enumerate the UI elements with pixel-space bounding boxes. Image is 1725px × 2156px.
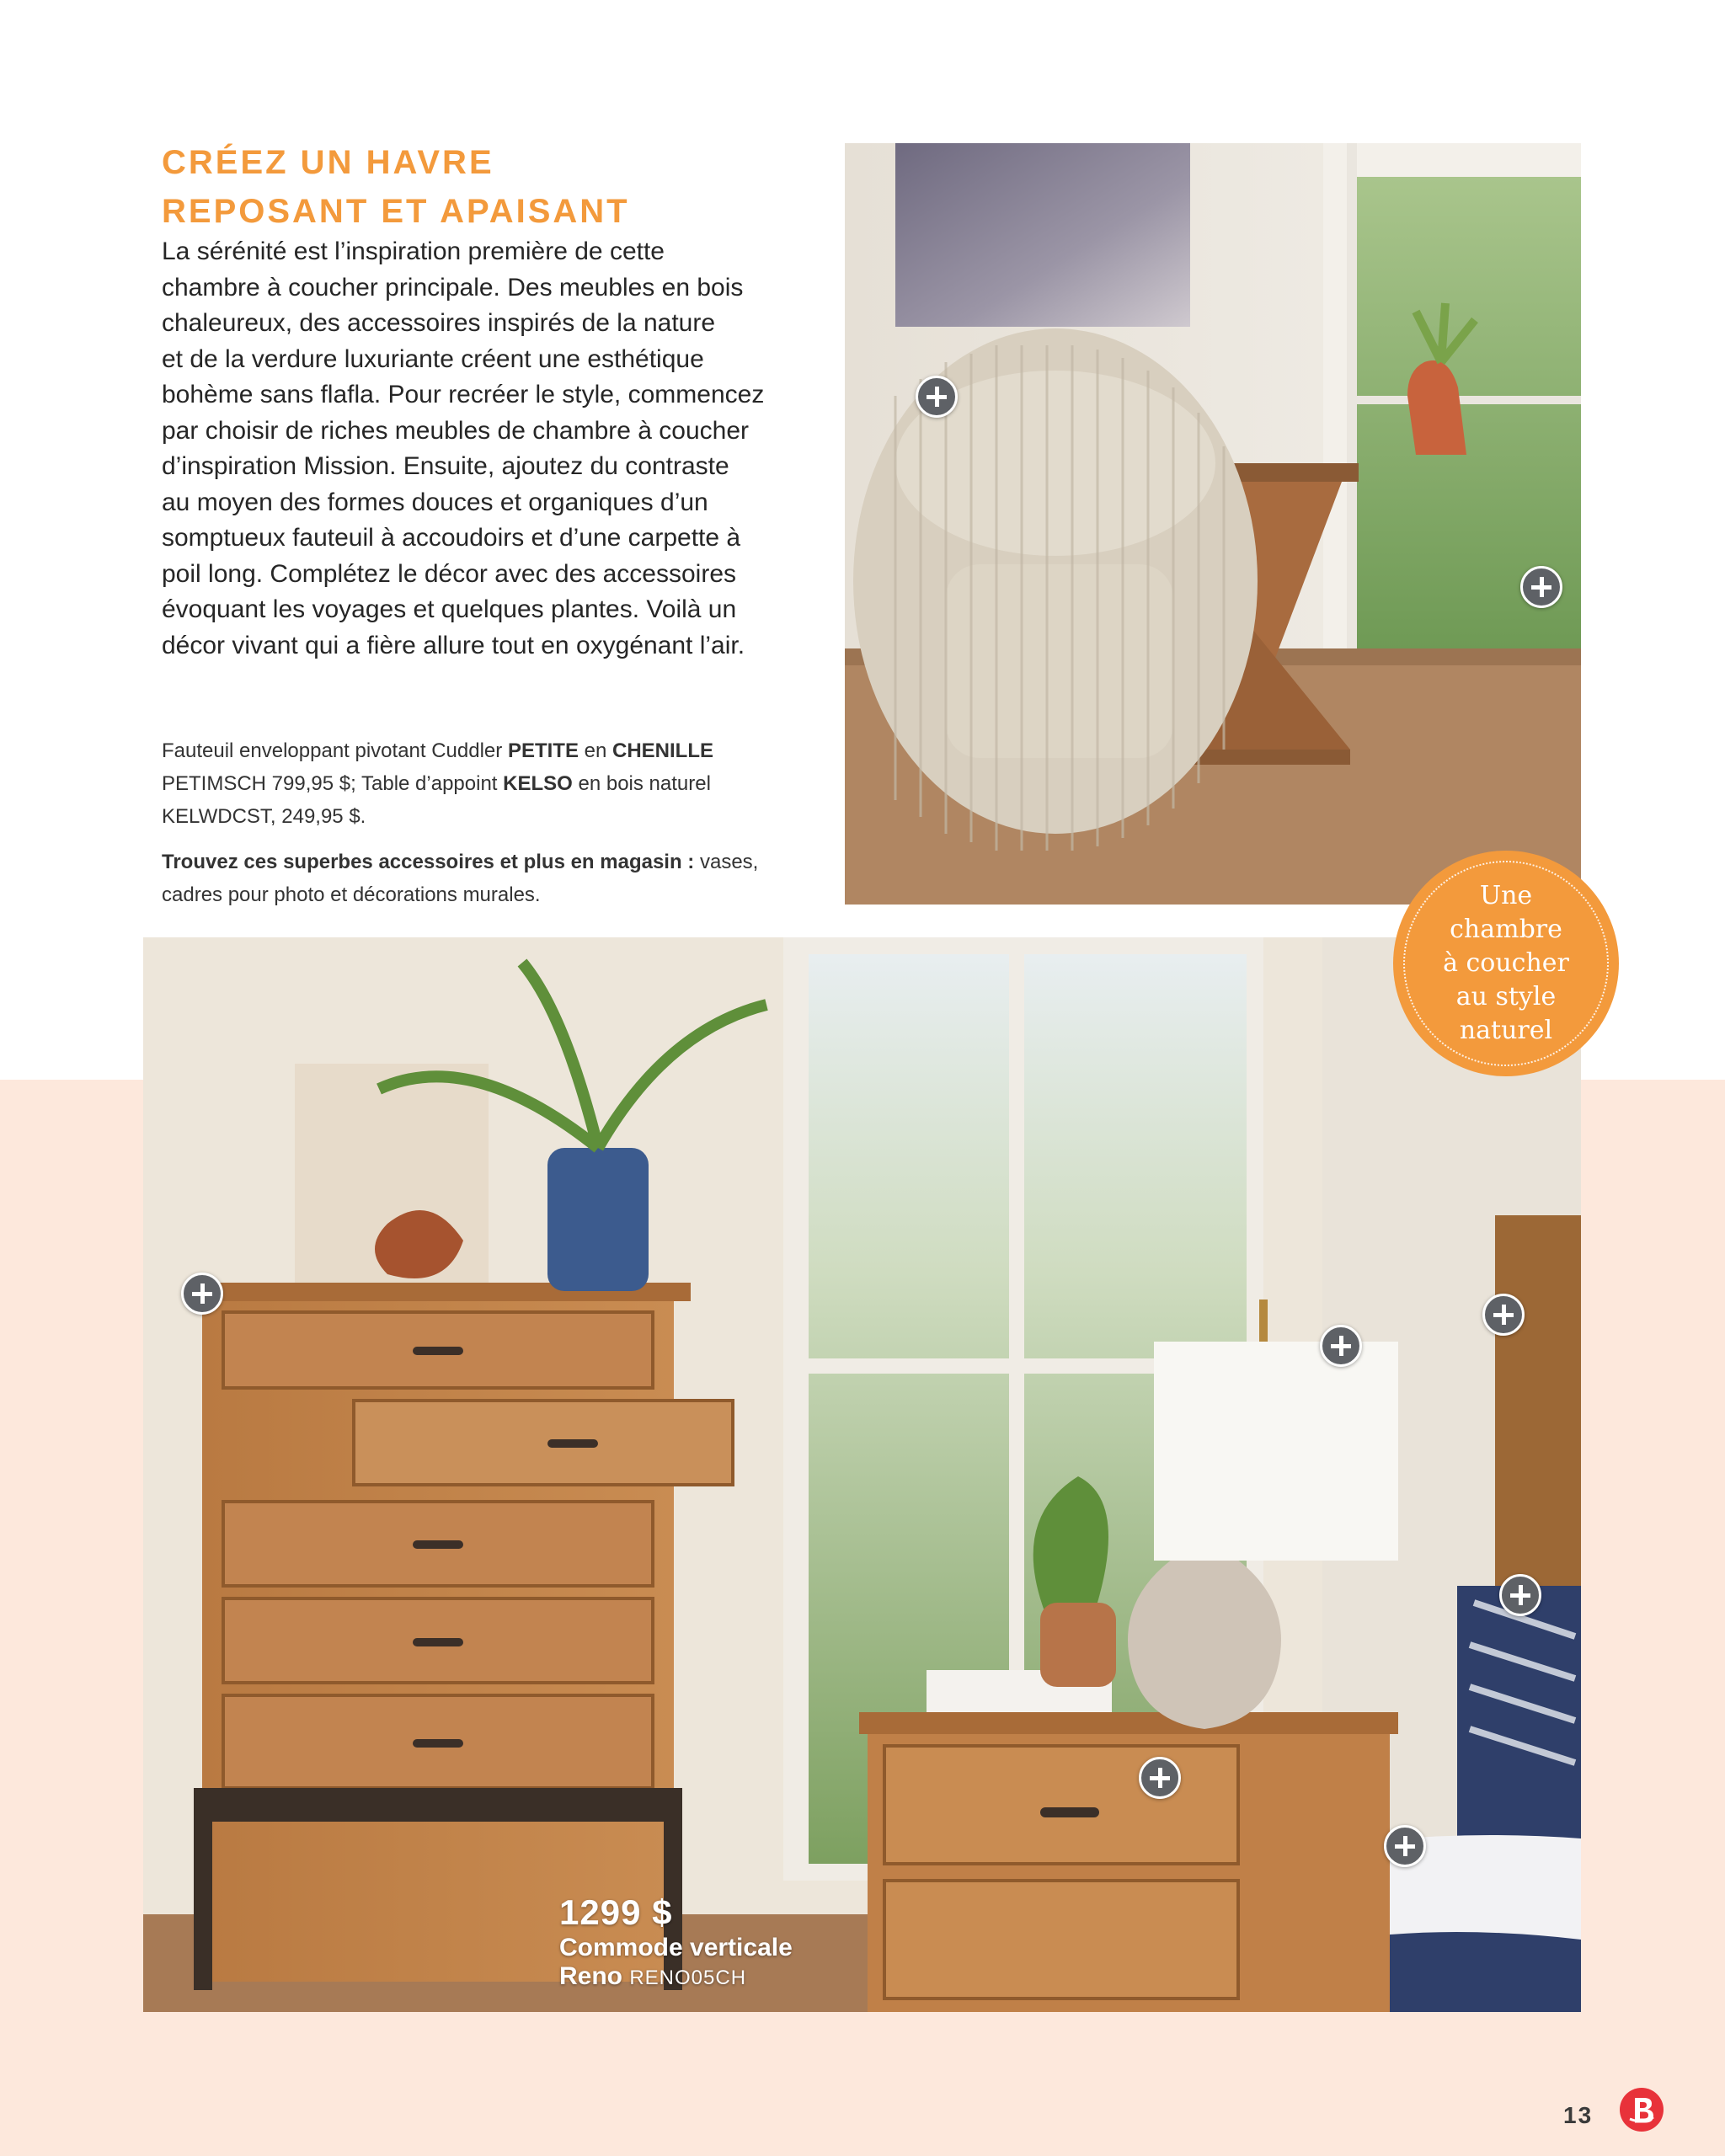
body-line: d’inspiration Mission. Ensuite, ajoutez du contraste xyxy=(162,452,729,480)
hotspot-side-table-button[interactable] xyxy=(1520,566,1562,608)
accessories-line-1 xyxy=(162,846,802,878)
accessories-lead: Trouvez ces superbes accessoires et plus en magasin : xyxy=(162,851,695,873)
dresser-name-line-2 xyxy=(559,1962,793,1993)
accessories-line-2: cadres pour photo et décorations murales. xyxy=(162,883,541,906)
brand-logo-icon xyxy=(1619,2087,1664,2132)
hotspot-wall-art-button[interactable] xyxy=(181,1273,223,1315)
body-line: décor vivant qui a fière allure tout en oxygénant l’air. xyxy=(162,631,745,659)
bedroom-photo xyxy=(143,937,1581,2012)
dresser-price-block xyxy=(559,1892,793,1993)
intro-paragraph xyxy=(162,234,802,664)
body-line: par choisir de riches meubles de chambre à coucher xyxy=(162,416,750,445)
caption-text: en xyxy=(578,739,612,762)
headline-line-1: CRÉEZ UN HAVRE xyxy=(162,144,494,181)
body-line: au moyen des formes douces et organiques d’un xyxy=(162,488,708,516)
accessories-note xyxy=(162,846,802,911)
hotspot-chair-button[interactable] xyxy=(916,376,958,418)
caption-line-1 xyxy=(162,734,802,767)
caption-text: PETIMSCH 799,95 $; Table d’appoint xyxy=(162,772,504,795)
hotspot-headboard-button[interactable] xyxy=(1482,1294,1525,1336)
caption-text: Fauteuil enveloppant pivotant Cuddler xyxy=(162,739,508,762)
hotspot-bedding-button[interactable] xyxy=(1384,1825,1426,1867)
body-line: et de la verdure luxuriante créent une esthétique xyxy=(162,344,704,373)
dresser-code: RENO05CH xyxy=(629,1967,747,1989)
body-line: bohème sans flafla. Pour recréer le style, commencez xyxy=(162,381,765,408)
caption-line-3: KELWDCST, 249,95 $. xyxy=(162,805,366,828)
hotspot-pillow-button[interactable] xyxy=(1499,1574,1541,1616)
body-line: chaleureux, des accessoires inspirés de la nature xyxy=(162,309,716,337)
body-line: La sérénité est l’inspiration première de cette xyxy=(162,237,665,265)
badge-line: à coucher xyxy=(1443,948,1569,978)
badge-line: naturel xyxy=(1459,1016,1553,1045)
caption-text: en bois naturel xyxy=(572,772,711,795)
body-line: poil long. Complétez le décor avec des accessoires xyxy=(162,559,737,588)
body-line: somptueux fauteuil à accoudoirs et d’une carpette à xyxy=(162,524,741,552)
badge-line: chambre xyxy=(1450,915,1562,944)
dresser-name-line-1: Commode verticale xyxy=(559,1934,793,1961)
body-line: chambre à coucher principale. Des meubles en bois xyxy=(162,273,744,302)
product-caption xyxy=(162,734,802,833)
chair-photo xyxy=(845,143,1581,905)
style-badge xyxy=(1393,851,1619,1076)
bedroom-scene-illustration xyxy=(143,937,1581,2012)
badge-text xyxy=(1443,879,1569,1048)
page-number: 13 xyxy=(1563,2102,1594,2128)
page-headline xyxy=(162,138,684,236)
caption-table-name: KELSO xyxy=(503,772,573,795)
dresser-name: Reno xyxy=(559,1962,622,1990)
body-line: évoquant les voyages et quelques plantes. Voilà un xyxy=(162,595,737,623)
caption-fabric-name: CHENILLE xyxy=(612,739,713,762)
headline-line-2: REPOSANT ET APAISANT xyxy=(162,193,630,230)
badge-line: au style xyxy=(1455,982,1557,1011)
dresser-price: 1299 $ xyxy=(559,1892,673,1932)
accessories-text: vases, xyxy=(694,851,759,873)
caption-line-2 xyxy=(162,767,802,800)
hotspot-nightstand-button[interactable] xyxy=(1139,1757,1181,1799)
caption-model-name: PETITE xyxy=(507,739,579,762)
chair-scene-illustration xyxy=(845,143,1581,905)
badge-line: Une xyxy=(1479,881,1533,910)
hotspot-lamp-button[interactable] xyxy=(1320,1325,1362,1367)
